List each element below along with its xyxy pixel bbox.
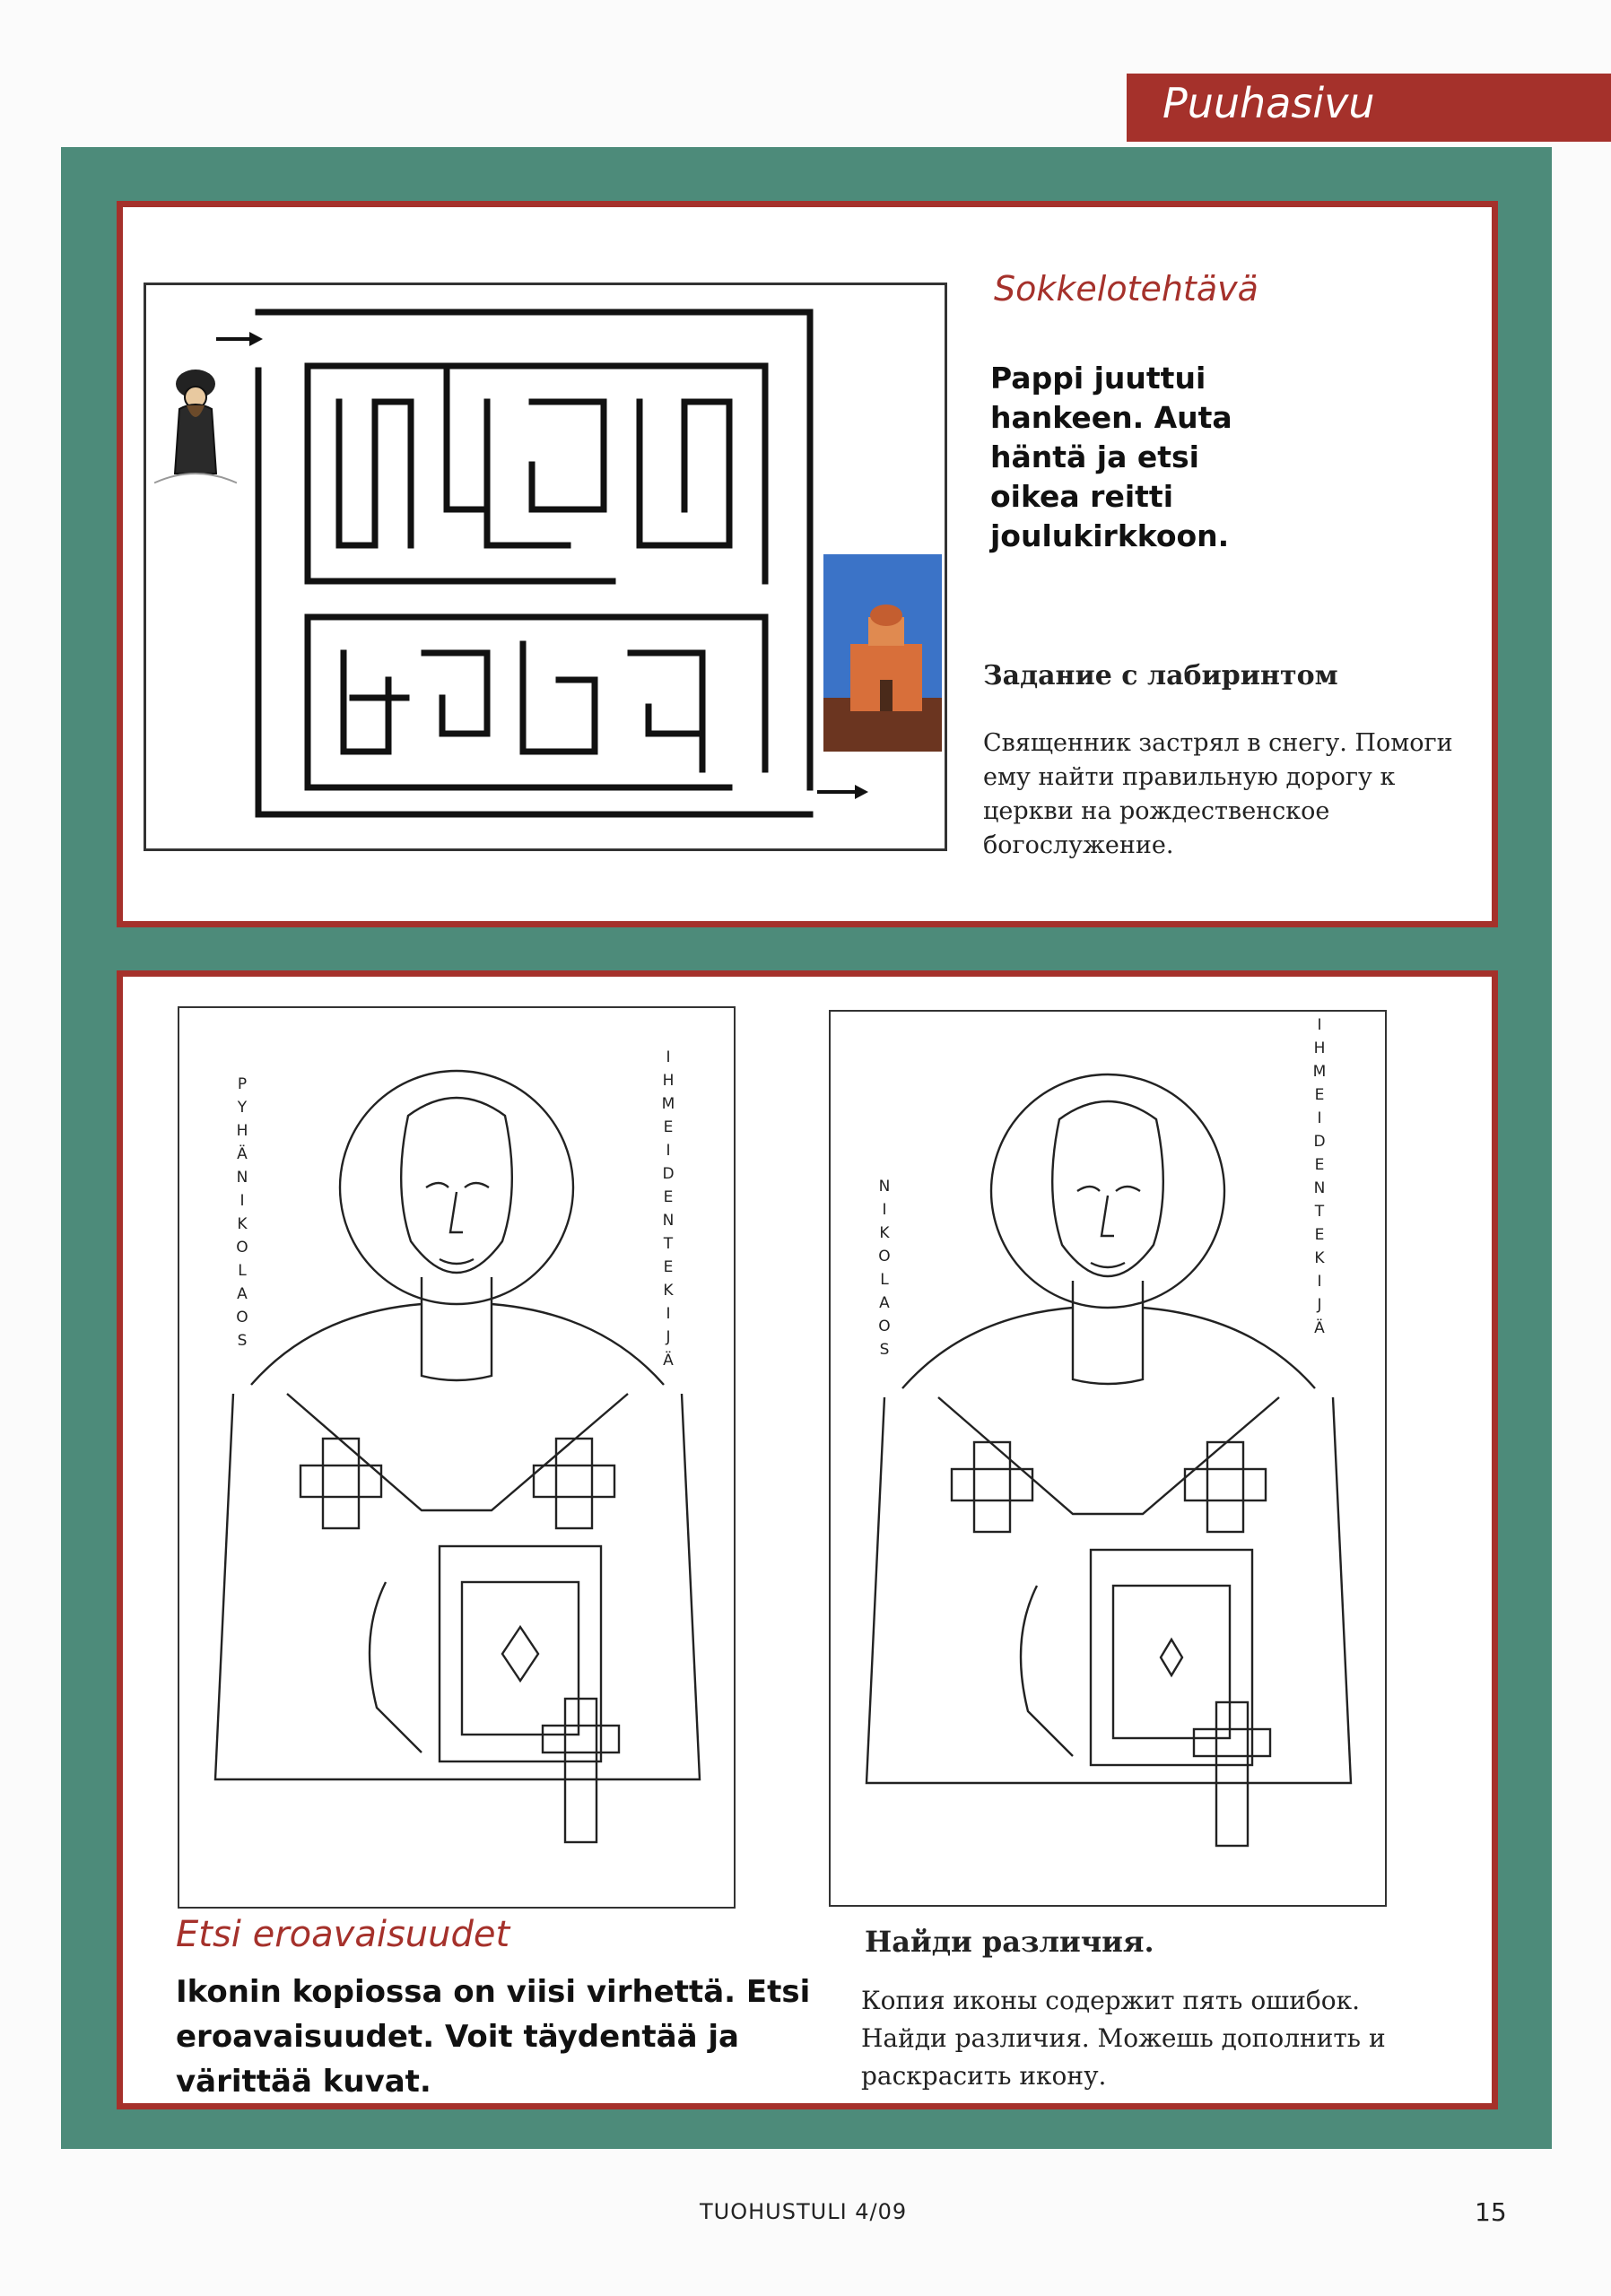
inscription-letter: O	[236, 1239, 248, 1257]
inscription-letter: J	[666, 1328, 671, 1346]
inscription-letter: E	[663, 1118, 674, 1136]
inscription-letter: I	[1317, 1273, 1322, 1291]
inscription-letter: H	[1313, 1039, 1326, 1057]
inscription-letter: M	[661, 1095, 675, 1113]
inscription-letter: N	[878, 1178, 891, 1196]
inscription-letter: K	[663, 1282, 674, 1300]
inscription-letter: S	[879, 1341, 890, 1359]
icon-drawing-original	[179, 1008, 734, 1907]
inscription-letter: K	[237, 1215, 248, 1233]
differences-text-ru: Копия иконы содержит пять ошибок. Найди различия. Можешь дополнить и раскрасить икону.	[861, 1986, 1386, 2091]
inscription-letter: T	[663, 1235, 674, 1253]
icon-inscription-left-original	[236, 1075, 248, 1350]
differences-title-ru: Найди различия.	[865, 1925, 1154, 1959]
inscription-letter: I	[666, 1142, 671, 1160]
inscription-letter: I	[882, 1201, 887, 1219]
inscription-letter: T	[1314, 1203, 1325, 1221]
icon-inscription-left-copy	[878, 1178, 890, 1359]
inscription-letter: I	[1317, 1109, 1322, 1127]
inscription-letter: O	[878, 1318, 891, 1335]
section-label: Puuhasivu	[1163, 79, 1375, 127]
inscription-letter: O	[236, 1309, 248, 1326]
priest-figure	[155, 370, 236, 483]
inscription-letter: I	[1317, 1016, 1322, 1034]
inscription-letter: K	[879, 1224, 890, 1242]
inscription-letter: M	[1312, 1063, 1327, 1081]
maze-text-ru: Священник застрял в снегу. Помоги ему найти правильную дорогу к церкви на рождественское богослужение.	[983, 729, 1453, 859]
footer-magazine: TUOHUSTULI 4/09	[700, 2199, 908, 2224]
page-number: 15	[1475, 2197, 1507, 2227]
inscription-letter: D	[1313, 1133, 1326, 1151]
inscription-letter: N	[662, 1212, 675, 1230]
inscription-letter: P	[237, 1075, 248, 1093]
inscription-letter: K	[1314, 1249, 1325, 1267]
inscription-letter: L	[880, 1271, 889, 1289]
inscription-letter: I	[666, 1305, 671, 1323]
maze-text-fi: Pappi juuttui hankeen. Auta häntä ja etsi oikea reitti joulukirkkoon.	[990, 361, 1232, 553]
inscription-letter: A	[237, 1285, 248, 1303]
maze-diagram	[146, 285, 945, 848]
church-photo	[823, 554, 942, 752]
inscription-letter: I	[666, 1048, 671, 1066]
icon-copy	[829, 1010, 1387, 1907]
inscription-letter: E	[1314, 1086, 1325, 1104]
inscription-letter: O	[878, 1248, 891, 1265]
inscription-letter: E	[663, 1258, 674, 1276]
inscription-letter: E	[1314, 1156, 1325, 1174]
inscription-letter: Ä	[237, 1145, 248, 1163]
icon-original	[178, 1006, 736, 1909]
inscription-letter: H	[236, 1122, 248, 1140]
inscription-letter: I	[239, 1192, 245, 1210]
icon-inscription-right-copy	[1313, 1016, 1327, 1337]
maze-box	[144, 283, 947, 851]
inscription-letter: J	[1317, 1296, 1322, 1314]
inscription-letter: E	[1314, 1226, 1325, 1244]
section-tab	[1127, 74, 1611, 142]
maze-title-ru: Задание с лабиринтом	[983, 660, 1338, 691]
icon-drawing-copy	[831, 1012, 1385, 1905]
inscription-letter: D	[662, 1165, 675, 1183]
maze-title-fi: Sokkelotehtävä	[994, 269, 1258, 309]
inscription-letter: S	[237, 1332, 248, 1350]
inscription-letter: Ä	[1314, 1319, 1325, 1337]
differences-title-fi: Etsi eroavaisuudet	[176, 1914, 510, 1955]
icon-inscription-right-original	[662, 1048, 675, 1370]
inscription-letter: Y	[237, 1099, 248, 1117]
inscription-letter: Ä	[663, 1352, 674, 1370]
inscription-letter: N	[1313, 1179, 1326, 1197]
inscription-letter: E	[663, 1188, 674, 1206]
inscription-letter: A	[879, 1294, 890, 1312]
inscription-letter: N	[236, 1169, 248, 1187]
inscription-letter: H	[662, 1072, 675, 1090]
differences-text-fi: Ikonin kopiossa on viisi virhettä. Etsi eroavaisuudet. Voit täydentää ja värittää kuvat.	[176, 1974, 811, 2100]
inscription-letter: L	[238, 1262, 247, 1280]
